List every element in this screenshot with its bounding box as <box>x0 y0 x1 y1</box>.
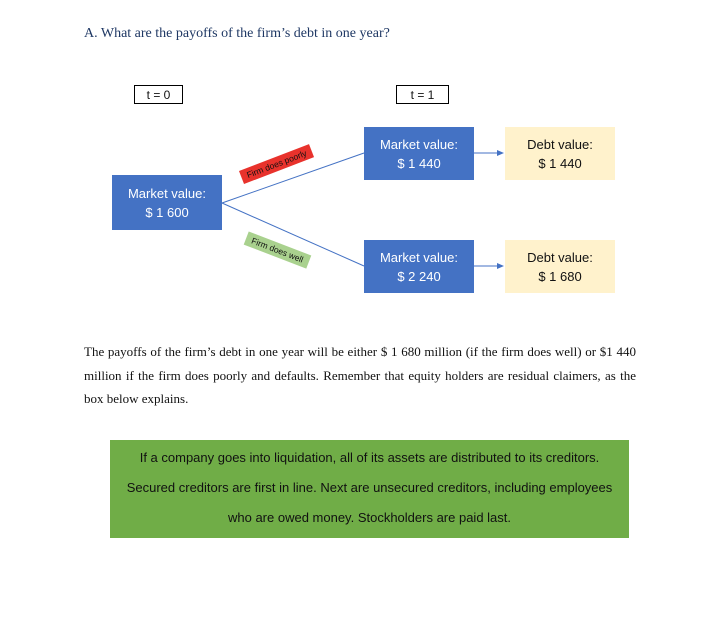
liquidation-callout-box: If a company goes into liquidation, all of its assets are distributed to its creditors. Secured creditors are first in line. Next are unsecured creditors, including employees who are owed money. Stockholders are paid last. <box>110 440 629 538</box>
well-market-value-box <box>364 240 474 293</box>
question-heading: A. What are the payoffs of the firm’s debt in one year? <box>84 26 390 41</box>
poor-debt-label: Debt value: <box>527 136 593 152</box>
poor-market-label: Market value: <box>379 136 459 152</box>
well-market-value: $ 2 240 <box>397 268 441 284</box>
well-debt-value-box <box>505 240 615 293</box>
arrowhead-well <box>497 263 504 269</box>
time-one-label: t = 1 <box>396 85 449 104</box>
root-market-value: $ 1 600 <box>145 204 189 220</box>
poor-market-value: $ 1 440 <box>397 155 441 171</box>
root-market-value-box <box>112 175 222 230</box>
poor-debt-value: $ 1 440 <box>538 155 582 171</box>
firm-does-poorly-tag: Firm does poorly <box>239 144 314 184</box>
time-zero-label: t = 0 <box>134 85 183 104</box>
explanation-paragraph: The payoffs of the firm’s debt in one year will be either $ 1 680 million (if the firm does well) or $1 440 million if the firm does poorly and defaults. Remember that equity holders are residual claimers, as the box below explains. <box>84 344 636 406</box>
well-debt-value: $ 1 680 <box>538 268 582 284</box>
well-market-label: Market value: <box>379 249 459 265</box>
arrowhead-poor <box>497 150 504 156</box>
poor-debt-value-box <box>505 127 615 180</box>
well-debt-label: Debt value: <box>527 249 593 265</box>
poor-market-value-box <box>364 127 474 180</box>
firm-does-well-tag: Firm does well <box>244 231 311 268</box>
root-market-label: Market value: <box>127 185 207 201</box>
